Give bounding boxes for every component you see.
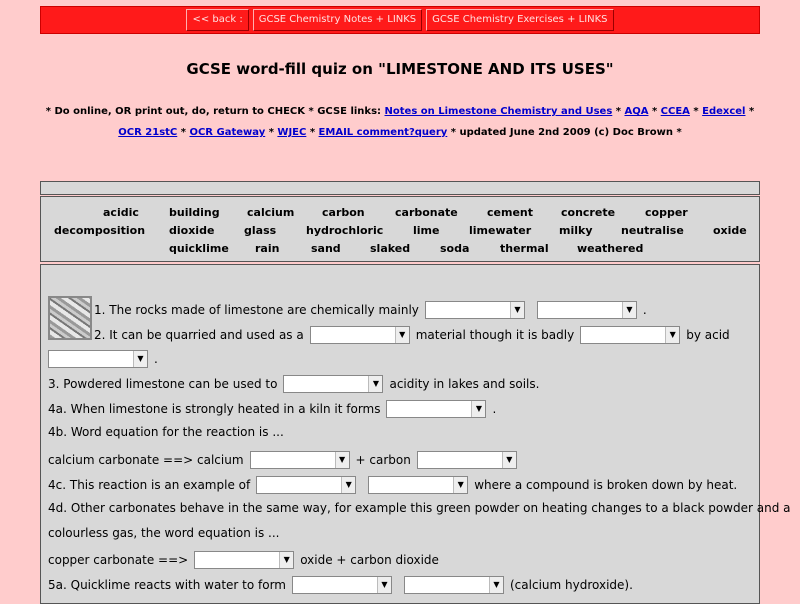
empty-header-bar (40, 181, 760, 195)
link-ccea[interactable]: CCEA (660, 106, 690, 117)
question-5a-text-2: (calcium hydroxide). (510, 578, 633, 592)
word-item: decomposition (54, 224, 146, 237)
q4a-answer-dropdown[interactable] (386, 400, 486, 418)
dropdown-arrow-icon: ▼ (341, 477, 355, 493)
link-ocr-gateway[interactable]: OCR Gateway (189, 127, 266, 138)
dropdown-arrow-icon: ▼ (622, 302, 636, 318)
q5a-answer-dropdown-2[interactable] (404, 576, 504, 594)
link-email[interactable]: EMAIL comment?query (318, 127, 448, 138)
separator: * (306, 127, 319, 138)
question-5a-text: 5a. Quicklime reacts with water to form (48, 578, 286, 592)
top-navigation-bar (40, 6, 760, 34)
separator: * (177, 127, 190, 138)
equation-1-text-2: + carbon (355, 453, 411, 467)
back-button[interactable]: << back : (186, 9, 248, 31)
word-item: hydrochloric (306, 224, 384, 237)
q4c-answer-dropdown-2[interactable] (368, 476, 468, 494)
word-list-box (40, 196, 760, 262)
q4c-answer-dropdown-1[interactable] (256, 476, 356, 494)
word-item: copper (645, 206, 688, 219)
dropdown-arrow-icon: ▼ (489, 577, 503, 593)
question-4c-text-2: where a compound is broken down by heat. (474, 478, 738, 492)
question-3-text: 3. Powdered limestone can be used to (48, 377, 278, 391)
word-item: calcium (247, 206, 295, 219)
word-item: building (169, 206, 220, 219)
word-item: glass (244, 224, 277, 237)
dropdown-arrow-icon: ▼ (368, 376, 382, 392)
equation-2-text: copper carbonate ==> (48, 553, 189, 567)
word-item: concrete (561, 206, 616, 219)
separator: * (689, 106, 703, 117)
link-limestone-notes[interactable]: Notes on Limestone Chemistry and Uses (384, 106, 613, 117)
separator: * (648, 106, 661, 117)
separator: * (745, 106, 755, 117)
q2-answer-dropdown-1[interactable] (310, 326, 410, 344)
link-aqa[interactable]: AQA (624, 106, 649, 117)
intro-text: * Do online, OR print out, do, return to CHECK * GCSE links: (45, 106, 385, 117)
question-1-text: 1. The rocks made of limestone are chemically mainly (94, 303, 419, 317)
word-item: carbon (322, 206, 365, 219)
question-3-text-2: acidity in lakes and soils. (389, 377, 540, 391)
question-2-text-3: by acid (686, 328, 730, 342)
word-item: cement (487, 206, 533, 219)
updated-text: * updated June 2nd 2009 (c) Doc Brown * (447, 127, 682, 138)
eq2-answer-dropdown[interactable] (194, 551, 294, 569)
question-4d-text-2: colourless gas, the word equation is ... (48, 526, 280, 540)
chemistry-notes-button[interactable]: GCSE Chemistry Notes + LINKS (253, 9, 422, 31)
question-4d-text: 4d. Other carbonates behave in the same way, for example this green powder on heating changes to a black powder and a (48, 501, 791, 515)
q1-answer-dropdown-1[interactable] (425, 301, 525, 319)
word-item: thermal (500, 242, 549, 255)
word-item: weathered (577, 242, 644, 255)
quiz-box (40, 264, 791, 604)
link-ocr-21stc[interactable]: OCR 21stC (118, 127, 178, 138)
q3-answer-dropdown[interactable] (283, 375, 383, 393)
link-wjec[interactable]: WJEC (277, 127, 307, 138)
chemistry-exercises-button[interactable]: GCSE Chemistry Exercises + LINKS (426, 9, 613, 31)
question-4b-text: 4b. Word equation for the reaction is ... (48, 425, 284, 439)
q2-answer-dropdown-3[interactable] (48, 350, 148, 368)
question-1-end: . (642, 303, 647, 317)
question-4c-text: 4c. This reaction is an example of (48, 478, 251, 492)
word-item: acidic (103, 206, 139, 219)
question-4a-text: 4a. When limestone is strongly heated in a kiln it forms (48, 402, 381, 416)
eq1-answer-dropdown-1[interactable] (250, 451, 350, 469)
word-item: quicklime (169, 242, 229, 255)
q5a-answer-dropdown-1[interactable] (292, 576, 392, 594)
dropdown-arrow-icon: ▼ (133, 351, 147, 367)
link-edexcel[interactable]: Edexcel (702, 106, 746, 117)
question-2-text-2: material though it is badly (415, 328, 575, 342)
word-item: dioxide (169, 224, 215, 237)
question-2-end: . (154, 352, 158, 366)
word-item: limewater (469, 224, 532, 237)
dropdown-arrow-icon: ▼ (395, 327, 409, 343)
separator: * (265, 127, 278, 138)
dropdown-arrow-icon: ▼ (471, 401, 485, 417)
word-item: rain (255, 242, 280, 255)
intro-links-paragraph (40, 101, 760, 143)
word-item: soda (440, 242, 470, 255)
word-item: neutralise (621, 224, 684, 237)
limestone-rock-image (48, 296, 92, 340)
eq1-answer-dropdown-2[interactable] (417, 451, 517, 469)
word-item: carbonate (395, 206, 458, 219)
dropdown-arrow-icon: ▼ (665, 327, 679, 343)
dropdown-arrow-icon: ▼ (453, 477, 467, 493)
word-item: milky (559, 224, 593, 237)
dropdown-arrow-icon: ▼ (335, 452, 349, 468)
word-item: lime (413, 224, 440, 237)
question-4a-end: . (492, 402, 497, 416)
dropdown-arrow-icon: ▼ (377, 577, 391, 593)
word-item: oxide (713, 224, 747, 237)
equation-2-text-2: oxide + carbon dioxide (300, 553, 439, 567)
word-item: sand (311, 242, 341, 255)
separator: * (612, 106, 625, 117)
question-2-text: 2. It can be quarried and used as a (94, 328, 304, 342)
dropdown-arrow-icon: ▼ (279, 552, 293, 568)
equation-1-text: calcium carbonate ==> calcium (48, 453, 244, 467)
word-item: slaked (370, 242, 411, 255)
q1-answer-dropdown-2[interactable] (537, 301, 637, 319)
page-title: GCSE word-fill quiz on "LIMESTONE AND ITS USES" (186, 60, 614, 78)
dropdown-arrow-icon: ▼ (510, 302, 524, 318)
q2-answer-dropdown-2[interactable] (580, 326, 680, 344)
dropdown-arrow-icon: ▼ (502, 452, 516, 468)
